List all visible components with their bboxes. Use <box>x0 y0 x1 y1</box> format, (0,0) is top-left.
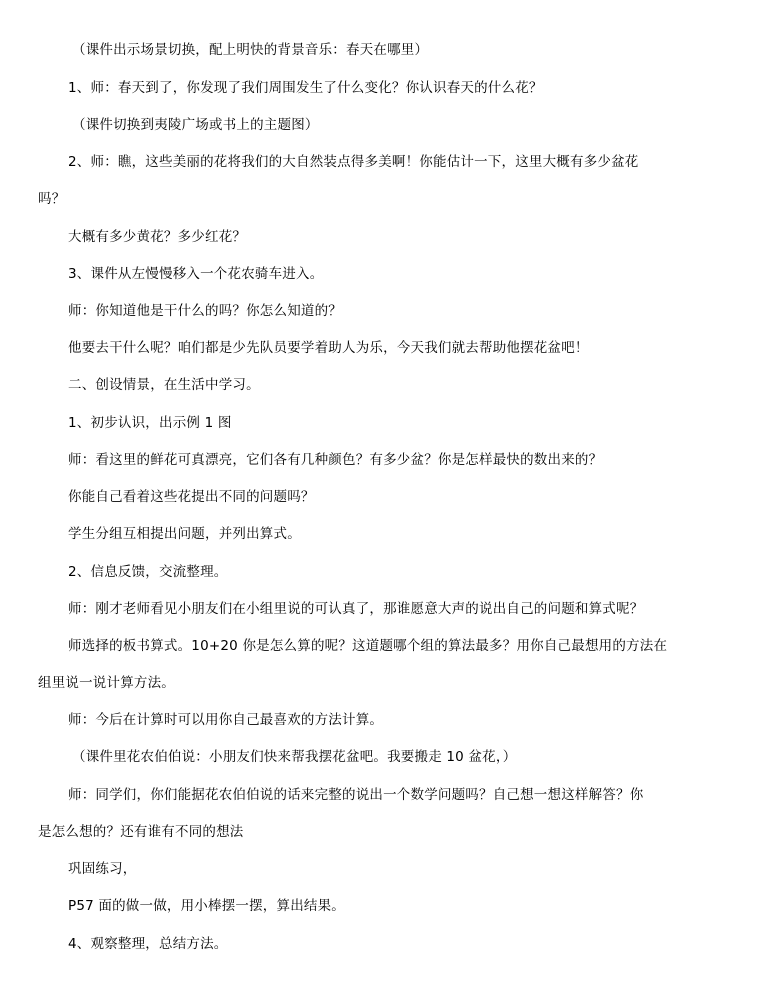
paragraph-feedback: 2、信息反馈，交流整理。 <box>68 564 228 580</box>
paragraph-group-work: 学生分组互相提出问题，并列出算式。 <box>68 526 301 542</box>
paragraph-practice: 巩固练习， <box>68 861 137 877</box>
paragraph-teacher-flowers-cont: 吗？ <box>38 191 66 207</box>
paragraph-courseware-scene: （课件出示场景切换，配上明快的背景音乐：春天在哪里） <box>72 42 429 58</box>
paragraph-summary: 4、观察整理，总结方法。 <box>68 936 228 952</box>
paragraph-teacher-watched: 师：刚才老师看见小朋友们在小组里说的可认真了，那谁愿意大声的说出自己的问题和算式呢？ <box>68 601 644 617</box>
paragraph-farmer-says: （课件里花农伯伯说：小朋友们快来帮我摆花盆吧。我要搬走 10 盆花，） <box>72 749 517 765</box>
paragraph-teacher-question: 师：你知道他是干什么的吗？你怎么知道的？ <box>68 303 342 319</box>
paragraph-flower-farmer: 3、课件从左慢慢移入一个花农骑车进入。 <box>68 266 324 282</box>
paragraph-board-formula-cont: 组里说一说计算方法。 <box>38 675 175 691</box>
paragraph-favorite-method: 师：今后在计算时可以用你自己最喜欢的方法计算。 <box>68 712 384 728</box>
paragraph-colors: 师：看这里的鲜花可真漂亮，它们各有几种颜色？有多少盆？你是怎样最快的数出来的？ <box>68 452 603 468</box>
paragraph-example-1: 1、初步认识，出示例 1 图 <box>68 415 232 431</box>
paragraph-courseware-switch: （课件切换到夷陵广场或书上的主题图） <box>72 117 319 133</box>
paragraph-p57: P57 面的做一做，用小棒摆一摆，算出结果。 <box>68 898 346 914</box>
paragraph-math-problem-cont: 是怎么想的？还有谁有不同的想法 <box>38 824 244 840</box>
paragraph-teacher-flowers: 2、师：瞧，这些美丽的花将我们的大自然装点得多美啊！你能估计一下，这里大概有多少盆花 <box>68 154 639 170</box>
section-heading-two: 二、创设情景，在生活中学习。 <box>68 377 260 393</box>
paragraph-board-formula: 师选择的板书算式。10+20 你是怎么算的呢？这道题哪个组的算法最多？用你自己最想用的方法在 <box>68 638 668 654</box>
paragraph-yellow-red: 大概有多少黄花？多少红花？ <box>68 229 247 245</box>
paragraph-math-problem: 师：同学们，你们能据花农伯伯说的话来完整的说出一个数学问题吗？自己想一想这样解答？你 <box>68 787 644 803</box>
paragraph-help-others: 他要去干什么呢？咱们都是少先队员要学着助人为乐，今天我们就去帮助他摆花盆吧！ <box>68 340 589 356</box>
paragraph-ask-questions: 你能自己看着这些花提出不同的问题吗？ <box>68 489 315 505</box>
paragraph-teacher-spring: 1、师：春天到了，你发现了我们周围发生了什么变化？你认识春天的什么花？ <box>68 80 543 96</box>
